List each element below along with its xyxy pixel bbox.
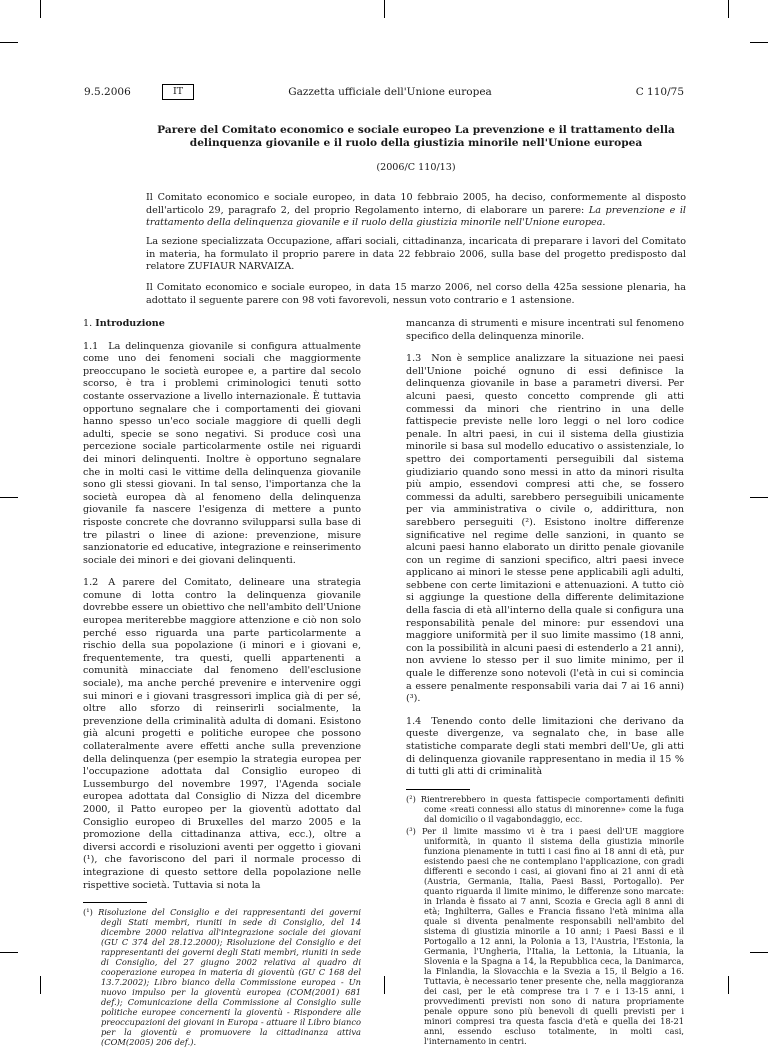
paragraph-1-2: 1.2 A parere del Comitato, delineare una strategia comune di lotta contro la delinquenza giovanile dovrebbe essere un obiettivo che nell'ambito dell'Unione europea meriterebbe maggiore attenzione e ciò non solo perché esso riguarda una parte particolarmente a rischio della sua popolazione (i minori e i giovani e, frequentemente, tra questi, quelli appartenenti a comunità minacciate dal fenomeno dell'esclusione sociale), ma anche perché prevenire e intervenire oggi sui minori e i giovani trasgressori implica già di per sé, oltre allo sforzo di reinserirli socialmente, la prevenzione della criminalità adulta di domani. Esistono già alcuni progetti e politiche europee che possono collateralmente avere effetti anche sulla prevenzione della delinquenza (per esempio la strategia europea per l'occupazione adottata dal Consiglio europeo di Lussemburgo del novembre 1997, l'Agenda sociale europea adottata dal Consiglio di Nizza del dicembre 2000, il Patto europeo per la gioventù adottato dal Consiglio europeo di Bruxelles del marzo 2005 e la promozione della cittadinanza attiva, ecc.), oltre a diversi accordi e risoluzioni aventi per oggetto i giovani (¹), che favoriscono del pari il normale processo di integrazione di questo settore della popolazione nelle rispettive società. Tuttavia si nota la xyxy=(83,577,361,891)
crop-mark xyxy=(728,0,729,18)
footnote-2: (²) Rientrerebbero in questa fattispecie comportamenti definiti come «reati connessi allo status di minorenne» come la fuga dal domicilio o il vagabondaggio, ecc. xyxy=(406,793,684,824)
document-reference: (2006/C 110/13) xyxy=(376,162,456,173)
footnote-rule xyxy=(406,789,470,790)
crop-mark xyxy=(750,497,768,498)
left-column xyxy=(83,318,361,1049)
footnote-1: (¹) Risoluzione del Consiglio e dei rappresentanti dei governi degli Stati membri, riuniti in sede di Consiglio, del 14 dicembre 2000 relativa all'integrazione sociale dei giovani (GU C 374 del 28.12.2000); Risoluzione del Consiglio e dei rappresentanti dei governi degli Stati membri, riuniti in sede di Consiglio, del 27 giugno 2002 relativa al quadro di cooperazione europea in materia di gioventù (GU C 168 del 13.7.2002); Libro bianco della Commissione europea - Un nuovo impulso per la gioventù europea (COM(2001) 681 def.); Comunicazione della Commissione al Consiglio sulle politiche europee concernenti la gioventù - Rispondere alle preoccupazioni dei giovani in Europa - attuare il Libro bianco per la gioventù e promuovere la cittadinanza attiva (COM(2005) 206 def.). xyxy=(83,907,361,1048)
journal-title: Gazzetta ufficiale dell'Unione europea xyxy=(288,86,492,98)
crop-mark xyxy=(40,0,41,18)
crop-mark xyxy=(750,952,768,953)
footnote-rule xyxy=(83,902,147,903)
document-title: Parere del Comitato economico e sociale europeo La prevenzione e il trattamento della delinquenza giovanile e il ruolo della giustizia minorile nell'Unione europea xyxy=(157,124,675,150)
crop-mark xyxy=(728,976,729,994)
crop-mark xyxy=(40,976,41,994)
crop-mark xyxy=(0,497,18,498)
crop-mark xyxy=(0,952,18,953)
crop-mark xyxy=(384,0,385,18)
crop-mark xyxy=(750,42,768,43)
intro-paragraph: La sezione specializzata Occupazione, affari sociali, cittadinanza, incaricata di preparare i lavori del Comitato in materia, ha formulato il proprio parere in data 22 febbraio 2006, sulla base del progetto predisposto dal relatore ZUFIAUR NARVAIZA. xyxy=(146,236,686,273)
right-column xyxy=(406,318,684,1048)
language-badge: IT xyxy=(162,84,194,100)
footnote-3: (³) Per il limite massimo vi è tra i paesi dell'UE maggiore uniformità, in quanto il sistema della giustizia minorile funziona pienamente in tutti i casi fino ai 18 anni di età, pur esistendo paesi che ne contemplano l'applicazione, con gradi differenti e secondo i casi, ai giovani fino ai 21 anni di età (Austria, Germania, Italia, Paesi Bassi, Portogallo). Per quanto riguarda il limite minimo, le differenze sono marcate: in Irlanda è fissato ai 7 anni, Scozia e Grecia agli 8 anni di età; Inghilterra, Galles e Francia fissano l'età minima alla quale si diventa penalmente responsabili nell'ambito del sistema di giustizia minorile a 10 anni; i Paesi Bassi e il Portogallo a 12 anni, la Polonia a 13, l'Austria, l'Estonia, la Germania, l'Ungheria, l'Italia, la Lettonia, la Lituania, la Slovenia e la Spagna a 14, la Repubblica ceca, la Danimarca, la Finlandia, la Slovacchia e la Svezia a 15, il Belgio a 16. Tuttavia, è necessario tener presente che, nella maggioranza dei casi, per le età comprese tra i 7 e i 13-15 anni, i provvedimenti previsti non sono di natura propriamente penale oppure sono più benevoli di quelli previsti per i minori compresi tra questa fascia d'età e quella dei 18-21 anni, essendo escluso totalmente, in molti casi, l'internamento in centri. xyxy=(406,825,685,1046)
intro-paragraph: Il Comitato economico e sociale europeo, in data 10 febbraio 2005, ha deciso, conformemente al disposto dell'articolo 29, paragrafo 2, del proprio Regolamento interno, di elaborare un parere: La prevenzione e il trattamento della delinquenza giovanile e il ruolo della giustizia minorile nell'Unione europea. xyxy=(146,192,686,229)
paragraph-1-1: 1.1 La delinquenza giovanile si configura attualmente come uno dei fenomeni sociali che maggiormente preoccupano le società europee e, a partire dal secolo scorso, è tra i problemi criminologici tenuti sotto costante osservazione a livello internazionale. È tuttavia opportuno segnalare che i comportamenti dei giovani hanno spesso un'eco sociale maggiore di quelli degli adulti, specie se sono negativi. Si produce così una percezione sociale particolarmente ostile nei riguardi dei minori delinquenti. Inoltre è opportuno segnalare che in molti casi le vittime della delinquenza giovanile sono gli stessi giovani. In tal senso, l'importanza che la società europea dà al fenomeno della delinquenza giovanile fa nascere l'esigenza di mettere a punto risposte concrete che dovranno svilupparsi sulla base di tre pilastri o linee di azione: prevenzione, misure sanzionatorie ed educative, integrazione e reinserimento sociale dei minori e dei giovani delinquenti. xyxy=(83,340,361,566)
paragraph-1-4: 1.4 Tenendo conto delle limitazioni che derivano da queste divergenze, va segnalato che, in base alle statistiche comparate degli stati membri dell'Ue, gli atti di delinquenza giovanile rappresentano in media il 15 % di tutti gli atti di criminalità xyxy=(406,715,684,778)
intro-paragraph: Il Comitato economico e sociale europeo, in data 15 marzo 2006, nel corso della 425a sessione plenaria, ha adottato il seguente parere con 98 voti favorevoli, nessun voto contrario e 1 astensione. xyxy=(146,282,686,306)
paragraph-1-2-continued: mancanza di strumenti e misure incentrati sul fenomeno specifico della delinquenza minorile. xyxy=(406,318,684,342)
page-reference: C 110/75 xyxy=(635,86,684,98)
issue-date: 9.5.2006 xyxy=(84,86,131,98)
crop-mark xyxy=(384,976,385,994)
section-heading: 1. Introduzione xyxy=(83,318,165,329)
paragraph-1-3: 1.3 Non è semplice analizzare la situazione nei paesi dell'Unione poiché ognuno di essi definisce la delinquenza giovanile in base a parametri diversi. Per alcuni paesi, questo concetto comprende gli atti commessi da minori che rientrino in una delle fattispecie previste nelle loro leggi o nel loro codice penale. In altri paesi, in cui il sistema della giustizia minorile si basa sul modello educativo o assistenziale, lo spettro dei comportamenti perseguibili dal sistema giudiziario quando sono messi in atto da minori risulta più ampio, essendovi compresi atti che, se fossero commessi da adulti, sarebbero perseguibili unicamente per via amministrativa o civile o, addirittura, non sarebbero perseguiti (²). Esistono inoltre differenze significative nel regime delle sanzioni, in quanto se alcuni paesi hanno elaborato un diritto penale giovanile con un regime di sanzioni specifico, altri paesi invece applicano ai minori le stesse pene applicabili agli adulti, sebbene con certe limitazioni e attenuazioni. A tutto ciò si aggiunge la questione della differente delimitazione della fascia di età all'interno della quale si configura una responsabilità penale del minore: pur essendovi una maggiore uniformità per il suo limite massimo (18 anni, con la possibilità in alcuni paesi di estenderlo a 21 anni), non avviene lo stesso per il suo limite minimo, per il quale le differenze sono notevoli (l'età in cui si comincia a essere penalmente responsabili varia dai 7 ai 16 anni) (³). xyxy=(406,353,684,705)
crop-mark xyxy=(0,42,18,43)
